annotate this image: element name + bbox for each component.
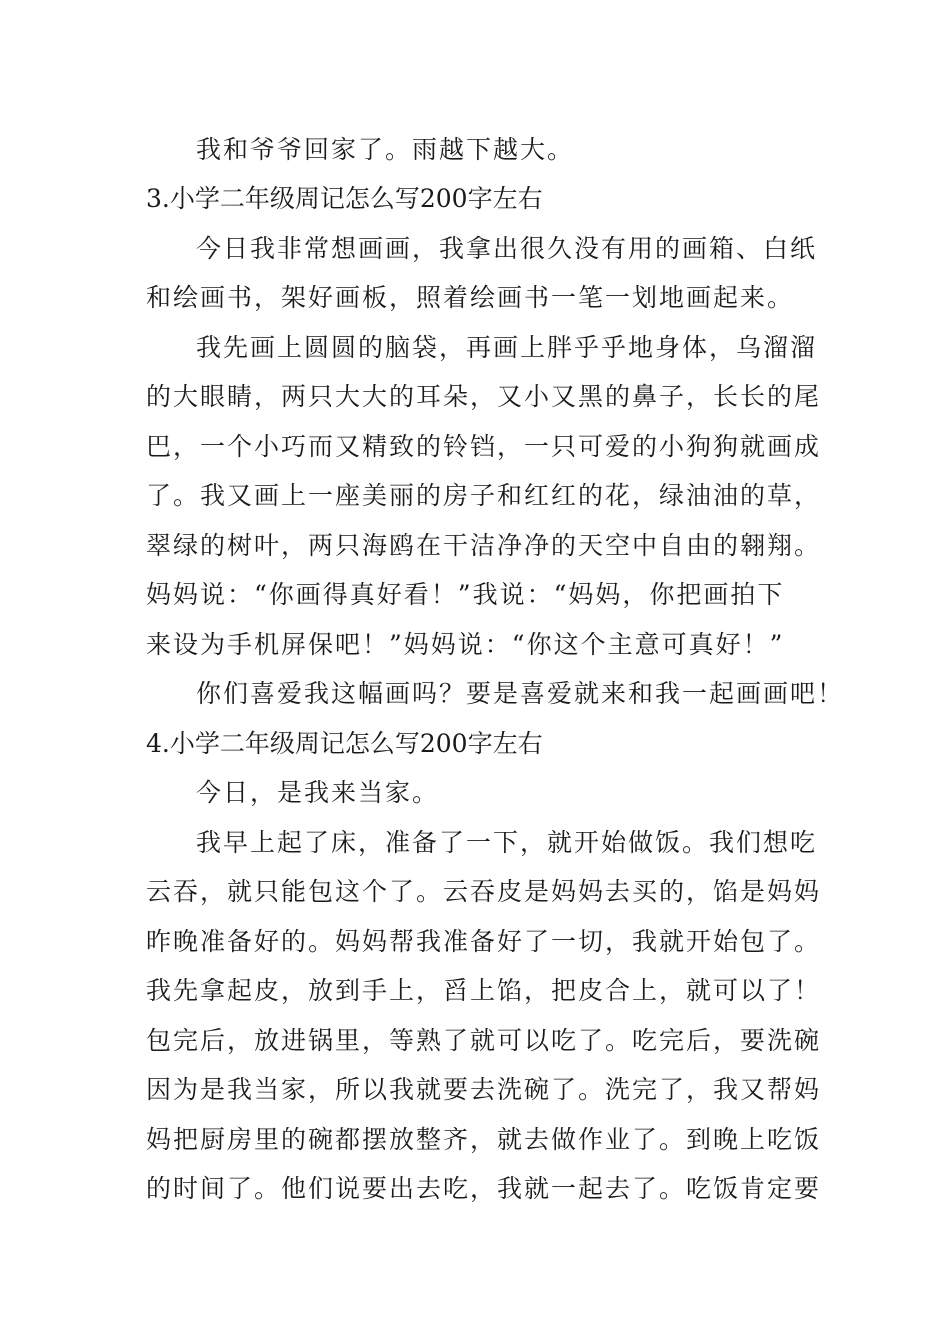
paragraph-line: 昨晚准备好的。妈妈帮我准备好了一切，我就开始包了。 [146, 927, 822, 956]
paragraph-line: 了。我又画上一座美丽的房子和红红的花，绿油油的草， [146, 481, 822, 510]
paragraph-line: 我早上起了床，准备了一下，就开始做饭。我们想吃 [196, 828, 818, 857]
paragraph-line: 因为是我当家，所以我就要去洗碗了。洗完了，我又帮妈 [146, 1075, 822, 1104]
paragraph-line: 今日我非常想画画，我拿出很久没有用的画箱、白纸 [196, 234, 818, 263]
paragraph-line: 我先拿起皮，放到手上，舀上馅，把皮合上，就可以了！ [146, 976, 822, 1005]
paragraph-line: 巴，一个小巧而又精致的铃铛，一只可爱的小狗狗就画成 [146, 432, 822, 461]
paragraph-line: 来设为手机屏保吧！”妈妈说：“你这个主意可真好！” [146, 630, 785, 659]
paragraph-line: 我先画上圆圆的脑袋，再画上胖乎乎地身体，乌溜溜 [196, 333, 818, 362]
section-heading: 4.小学二年级周记怎么写200字左右 [146, 729, 543, 758]
paragraph-line: 今日，是我来当家。 [196, 778, 440, 807]
paragraph-line: 你们喜爱我这幅画吗？要是喜爱就来和我一起画画吧！ [196, 679, 845, 708]
paragraph-line: 妈妈说：“你画得真好看！”我说：“妈妈，你把画拍下 [146, 580, 785, 609]
paragraph-line: 我和爷爷回家了。雨越下越大。 [196, 135, 575, 164]
section-heading: 3.小学二年级周记怎么写200字左右 [146, 184, 543, 213]
paragraph-line: 的时间了。他们说要出去吃，我就一起去了。吃饭肯定要 [146, 1174, 822, 1203]
paragraph-line: 妈把厨房里的碗都摆放整齐，就去做作业了。到晚上吃饭 [146, 1125, 822, 1154]
paragraph-line: 的大眼睛，两只大大的耳朵，又小又黑的鼻子，长长的尾 [146, 382, 822, 411]
paragraph-line: 包完后，放进锅里，等熟了就可以吃了。吃完后，要洗碗 [146, 1026, 822, 1055]
paragraph-line: 翠绿的树叶，两只海鸥在干洁净净的天空中自由的翱翔。 [146, 531, 822, 560]
paragraph-line: 和绘画书，架好画板，照着绘画书一笔一划地画起来。 [146, 283, 795, 312]
paragraph-line: 云吞，就只能包这个了。云吞皮是妈妈去买的，馅是妈妈 [146, 877, 822, 906]
